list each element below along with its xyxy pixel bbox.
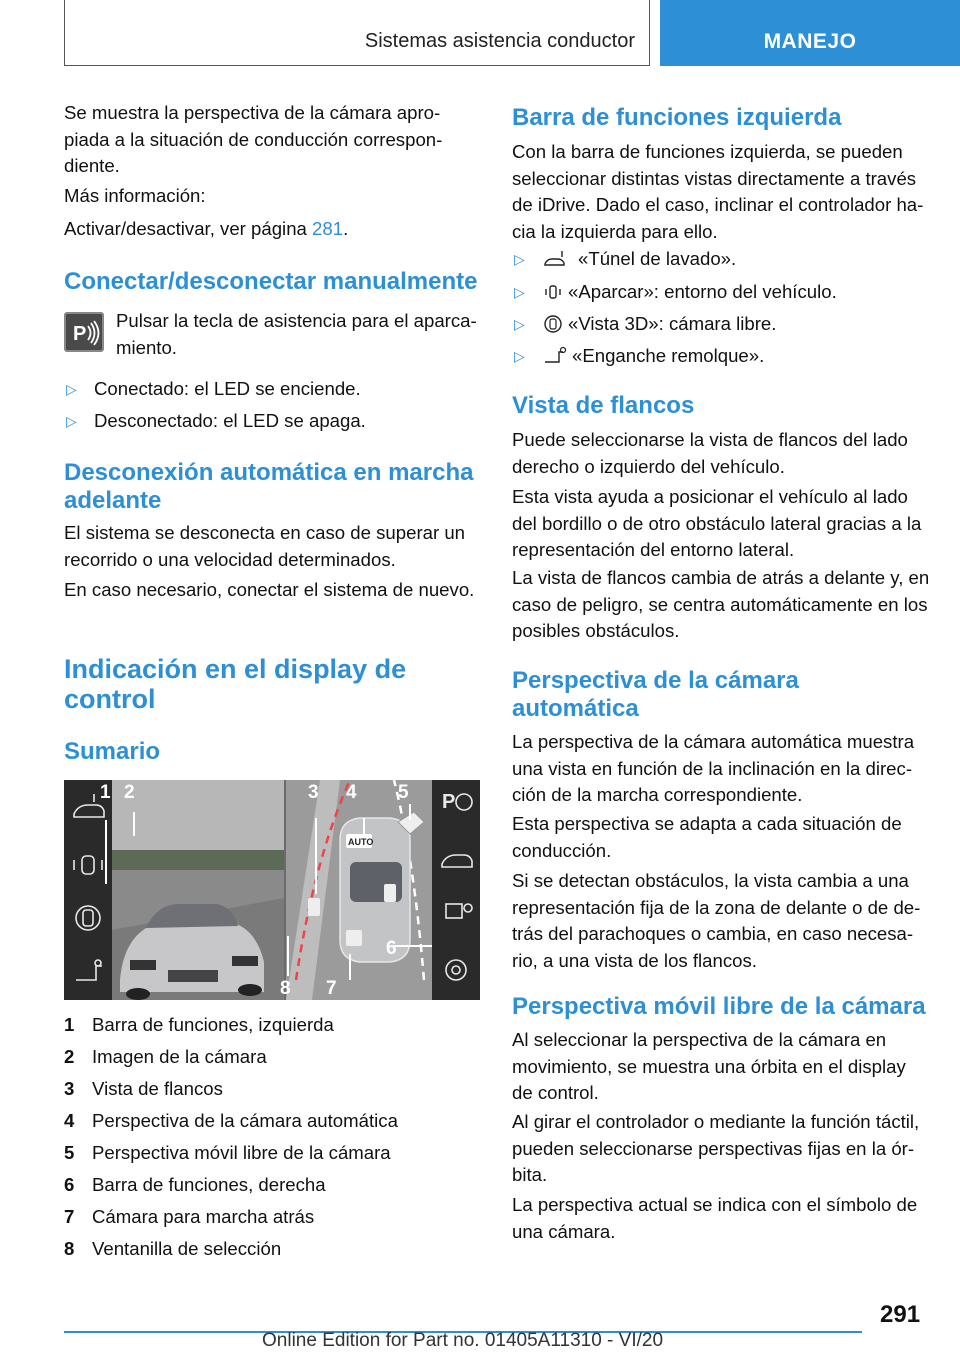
free-text-3: La perspectiva actual se indica con el símbolo de una cámara. — [512, 1194, 918, 1242]
header-chapter-label: MANEJO — [763, 30, 857, 53]
auto-off-heading: Desconexión automática en marcha adelante — [64, 459, 474, 514]
bullet-triangle-icon: ▷ — [66, 381, 77, 397]
legend-text: Barra de funciones, izquierda — [92, 1014, 334, 1035]
legend-number: 7 — [64, 1206, 75, 1227]
bullet-text: Desconectado: el LED se apaga. — [94, 410, 366, 431]
legend-text: Cámara para marcha atrás — [92, 1206, 315, 1227]
callout-5: 5 — [398, 782, 409, 803]
legend-number: 4 — [64, 1110, 75, 1131]
svg-text:P: P — [73, 323, 87, 345]
header-section-title: Sistemas asistencia conductor — [364, 30, 635, 52]
callout-2: 2 — [124, 782, 135, 803]
legend-text: Perspectiva de la cámara automática — [92, 1110, 398, 1131]
activate-suffix: . — [343, 218, 349, 239]
legend-number: 5 — [64, 1142, 75, 1163]
bar-item-text: «Vista 3D»: cámara libre. — [568, 313, 777, 334]
callout-3: 3 — [308, 782, 319, 803]
legend-number: 2 — [64, 1046, 75, 1067]
activate-prefix: Activar/desactivar, ver página — [64, 218, 313, 239]
bullet-triangle-icon: ▷ — [514, 316, 525, 332]
bullet-triangle-icon: ▷ — [514, 348, 525, 364]
auto-cam-heading: Perspectiva de la cámara automática — [512, 667, 799, 722]
trailer-hitch-icon — [542, 346, 568, 366]
free-text-2: Al girar el controlador o mediante la función táctil, pueden seleccionarse perspectivas fijas en la ór-bita. — [512, 1111, 920, 1185]
legend-number: 1 — [64, 1014, 75, 1035]
manual-heading: Conectar/desconectar manualmente — [64, 268, 478, 295]
more-info-label: Más información: — [64, 185, 206, 206]
free-text-1: Al seleccionar la perspectiva de la cámara en movimiento, se muestra una órbita en el display de control. — [512, 1029, 906, 1103]
parking-assist-key-icon — [64, 312, 104, 352]
bar-text: Con la barra de funciones izquierda, se pueden seleccionar distintas vistas directamente a través de iDrive. Dado el caso, inclinar el controlador ha-cia la izquierda para ello. — [512, 141, 924, 242]
legend-text: Barra de funciones, derecha — [92, 1174, 326, 1195]
bar-item-text: «Enganche remolque». — [572, 345, 765, 366]
header-chapter-tab — [660, 0, 960, 66]
flank-text-1: Puede seleccionarse la vista de flancos del lado derecho o izquierdo del vehículo. — [512, 429, 908, 477]
flank-text-2: Esta vista ayuda a posicionar el vehículo al lado del bordillo o de otro obstáculo lateral gracias a la representación del entorno lateral. — [512, 486, 922, 560]
flank-text-3: La vista de flancos cambia de atrás a delante y, en caso de peligro, se centra automáticamente en los posibles obstáculos. — [512, 567, 930, 641]
bullet-triangle-icon: ▷ — [514, 251, 525, 267]
camera-display-figure — [64, 780, 480, 1000]
bullet-text: Conectado: el LED se enciende. — [94, 378, 361, 399]
legend-text: Perspectiva móvil libre de la cámara — [92, 1142, 391, 1163]
auto-off-text-2: En caso necesario, conectar el sistema de nuevo. — [64, 579, 475, 600]
legend-number: 3 — [64, 1078, 75, 1099]
intro-paragraph: Se muestra la perspectiva de la cámara apro-piada a la situación de conducción correspon-diente. — [64, 102, 443, 176]
free-heading: Perspectiva móvil libre de la cámara — [512, 993, 926, 1020]
auto-off-text-1: El sistema se desconecta en caso de superar un recorrido o una velocidad determinados. — [64, 522, 466, 570]
car-wash-icon — [542, 249, 568, 269]
bullet-triangle-icon: ▷ — [66, 413, 77, 429]
manual-text: Pulsar la tecla de asistencia para el aparca-miento. — [116, 310, 477, 358]
3d-view-icon — [540, 314, 566, 334]
auto-cam-text-1: La perspectiva de la cámara automática muestra una vista en función de la inclinación en la direc-ción de la marcha correspondiente. — [512, 731, 915, 805]
callout-1: 1 — [100, 782, 111, 803]
auto-cam-text-2: Esta perspectiva se adapta a cada situación de conducción. — [512, 813, 902, 861]
legend-number: 6 — [64, 1174, 75, 1195]
page-link-281[interactable]: 281 — [312, 218, 344, 239]
legend-text: Vista de flancos — [92, 1078, 223, 1099]
display-heading: Indicación en el display de control — [64, 654, 407, 714]
callout-8: 8 — [280, 978, 291, 999]
legend-number: 8 — [64, 1238, 75, 1259]
callout-4: 4 — [346, 782, 357, 803]
bullet-triangle-icon: ▷ — [514, 284, 525, 300]
callout-6: 6 — [386, 938, 397, 959]
bar-item-text: «Túnel de lavado». — [578, 248, 737, 269]
callout-7: 7 — [326, 978, 337, 999]
page-number: 291 — [880, 1301, 921, 1328]
footer-edition: Online Edition for Part no. 01405A11310 - VI/20 — [262, 1330, 664, 1351]
legend-text: Imagen de la cámara — [92, 1046, 267, 1067]
bar-item-text: «Aparcar»: entorno del vehículo. — [568, 281, 837, 302]
parking-surround-icon — [540, 282, 566, 302]
summary-heading: Sumario — [64, 738, 161, 765]
flank-heading: Vista de flancos — [512, 392, 695, 419]
auto-cam-text-3: Si se detectan obstáculos, la vista cambia a una representación fija de la zona de delante o de de-trás del parachoques o cambia, en caso necesa-rio, a una vista de los flancos. — [512, 870, 921, 971]
bar-heading: Barra de funciones izquierda — [512, 104, 842, 131]
header-section-box — [64, 0, 650, 66]
legend-text: Ventanilla de selección — [92, 1238, 282, 1259]
svg-text:P: P — [442, 791, 456, 813]
figure-auto-label: AUTO — [348, 837, 374, 847]
activate-reference — [64, 216, 482, 243]
camera-display-illustration — [64, 780, 480, 1000]
